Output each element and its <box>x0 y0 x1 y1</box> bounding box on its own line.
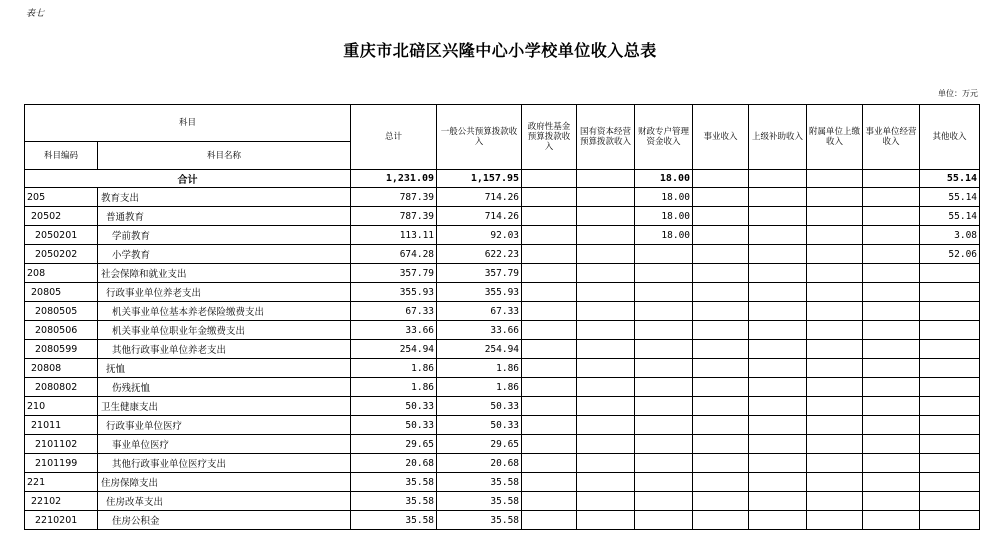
amount-cell <box>522 378 577 397</box>
amount-cell <box>920 492 980 511</box>
amount-cell: 787.39 <box>351 207 437 226</box>
amount-cell <box>522 454 577 473</box>
amount-cell: 55.14 <box>920 188 980 207</box>
amount-cell <box>522 511 577 530</box>
amount-cell <box>749 492 807 511</box>
amount-cell: 67.33 <box>437 302 522 321</box>
amount-cell <box>577 321 635 340</box>
amount-cell <box>749 302 807 321</box>
amount-cell <box>577 245 635 264</box>
header-col-general-budget: 一般公共预算拨款收入 <box>437 105 522 170</box>
amount-cell <box>522 359 577 378</box>
amount-cell <box>807 188 863 207</box>
amount-cell <box>920 397 980 416</box>
amount-cell <box>522 397 577 416</box>
amount-cell: 50.33 <box>437 397 522 416</box>
amount-cell <box>920 321 980 340</box>
amount-cell <box>749 511 807 530</box>
subject-code-cell: 2080505 <box>25 302 98 321</box>
amount-cell <box>693 473 749 492</box>
amount-cell <box>807 226 863 245</box>
amount-cell <box>807 321 863 340</box>
amount-cell: 3.08 <box>920 226 980 245</box>
amount-cell <box>749 283 807 302</box>
amount-cell <box>693 511 749 530</box>
header-subject-code: 科目编码 <box>25 142 98 170</box>
subject-name-cell: 学前教育 <box>98 226 351 245</box>
amount-cell <box>635 454 693 473</box>
header-col-operating-income: 事业单位经营收入 <box>863 105 920 170</box>
amount-cell <box>749 226 807 245</box>
table-row <box>25 492 980 511</box>
amount-cell <box>863 226 920 245</box>
table-row <box>25 511 980 530</box>
amount-cell <box>920 378 980 397</box>
amount-cell <box>920 340 980 359</box>
amount-cell <box>577 340 635 359</box>
amount-cell <box>635 321 693 340</box>
amount-cell: 55.14 <box>920 207 980 226</box>
subject-code-cell: 2101199 <box>25 454 98 473</box>
table-row <box>25 340 980 359</box>
amount-cell: 355.93 <box>437 283 522 302</box>
amount-cell <box>522 435 577 454</box>
subject-code-cell: 20808 <box>25 359 98 378</box>
amount-cell: 18.00 <box>635 226 693 245</box>
amount-cell: 67.33 <box>351 302 437 321</box>
total-value <box>749 170 807 188</box>
subject-name-cell: 行政事业单位养老支出 <box>98 283 351 302</box>
header-col-affiliate-remit: 附属单位上缴收入 <box>807 105 863 170</box>
subject-code-cell: 2050202 <box>25 245 98 264</box>
amount-cell: 787.39 <box>351 188 437 207</box>
subject-code-cell: 205 <box>25 188 98 207</box>
subject-code-cell: 2080506 <box>25 321 98 340</box>
total-value: 18.00 <box>635 170 693 188</box>
amount-cell: 1.86 <box>351 359 437 378</box>
amount-cell <box>577 188 635 207</box>
subject-code-cell: 20805 <box>25 283 98 302</box>
amount-cell <box>577 492 635 511</box>
amount-cell <box>807 473 863 492</box>
subject-code-cell: 22102 <box>25 492 98 511</box>
amount-cell <box>807 283 863 302</box>
subject-name-cell: 行政事业单位医疗 <box>98 416 351 435</box>
amount-cell <box>635 245 693 264</box>
table-number: 表七 <box>26 9 45 19</box>
amount-cell <box>749 416 807 435</box>
amount-cell: 20.68 <box>437 454 522 473</box>
amount-cell <box>577 378 635 397</box>
amount-cell <box>635 359 693 378</box>
subject-code-cell: 208 <box>25 264 98 283</box>
amount-cell <box>693 245 749 264</box>
header-col-total: 总计 <box>351 105 437 170</box>
total-value: 1,157.95 <box>437 170 522 188</box>
table-row <box>25 321 980 340</box>
amount-cell <box>577 511 635 530</box>
amount-cell <box>635 302 693 321</box>
amount-cell: 35.58 <box>437 492 522 511</box>
amount-cell <box>863 245 920 264</box>
amount-cell <box>863 283 920 302</box>
amount-cell <box>635 511 693 530</box>
amount-cell <box>577 473 635 492</box>
header-col-state-capital: 国有资本经营预算拨款收入 <box>577 105 635 170</box>
table-row <box>25 378 980 397</box>
amount-cell <box>863 473 920 492</box>
amount-cell <box>693 188 749 207</box>
amount-cell <box>635 283 693 302</box>
amount-cell <box>807 492 863 511</box>
amount-cell <box>749 188 807 207</box>
amount-cell <box>920 473 980 492</box>
amount-cell: 254.94 <box>351 340 437 359</box>
header-col-gov-fund: 政府性基金预算拨款收入 <box>522 105 577 170</box>
amount-cell <box>749 435 807 454</box>
total-value <box>863 170 920 188</box>
amount-cell: 20.68 <box>351 454 437 473</box>
subject-name-cell: 机关事业单位基本养老保险缴费支出 <box>98 302 351 321</box>
amount-cell <box>693 435 749 454</box>
amount-cell: 355.93 <box>351 283 437 302</box>
amount-cell <box>920 511 980 530</box>
subject-name-cell: 小学教育 <box>98 245 351 264</box>
amount-cell <box>863 511 920 530</box>
header-subject: 科目 <box>25 105 351 142</box>
amount-cell <box>807 302 863 321</box>
amount-cell <box>863 397 920 416</box>
amount-cell <box>635 473 693 492</box>
total-label: 合计 <box>25 170 351 188</box>
amount-cell: 254.94 <box>437 340 522 359</box>
amount-cell <box>635 397 693 416</box>
header-col-other-income: 其他收入 <box>920 105 980 170</box>
total-value <box>577 170 635 188</box>
amount-cell <box>693 378 749 397</box>
amount-cell <box>577 359 635 378</box>
amount-cell <box>863 416 920 435</box>
amount-cell <box>635 378 693 397</box>
amount-cell <box>577 435 635 454</box>
amount-cell <box>522 207 577 226</box>
amount-cell <box>749 340 807 359</box>
amount-cell <box>635 264 693 283</box>
amount-cell <box>693 492 749 511</box>
amount-cell <box>577 454 635 473</box>
amount-cell <box>863 492 920 511</box>
amount-cell <box>577 302 635 321</box>
table-row <box>25 302 980 321</box>
subject-name-cell: 普通教育 <box>98 207 351 226</box>
amount-cell <box>522 473 577 492</box>
amount-cell <box>749 245 807 264</box>
amount-cell <box>920 416 980 435</box>
amount-cell <box>749 454 807 473</box>
table-row <box>25 264 980 283</box>
amount-cell: 33.66 <box>351 321 437 340</box>
amount-cell <box>920 454 980 473</box>
amount-cell <box>749 321 807 340</box>
amount-cell <box>863 340 920 359</box>
amount-cell <box>807 264 863 283</box>
amount-cell <box>693 454 749 473</box>
amount-cell <box>807 435 863 454</box>
page-title: 重庆市北碚区兴隆中心小学校单位收入总表 <box>343 41 657 60</box>
amount-cell <box>920 283 980 302</box>
table-row <box>25 454 980 473</box>
table-row <box>25 245 980 264</box>
amount-cell: 18.00 <box>635 207 693 226</box>
subject-name-cell: 其他行政事业单位医疗支出 <box>98 454 351 473</box>
table-row <box>25 435 980 454</box>
amount-cell <box>863 359 920 378</box>
total-value <box>522 170 577 188</box>
subject-code-cell: 221 <box>25 473 98 492</box>
amount-cell <box>522 492 577 511</box>
total-value: 55.14 <box>920 170 980 188</box>
amount-cell <box>693 416 749 435</box>
amount-cell <box>522 340 577 359</box>
amount-cell: 714.26 <box>437 207 522 226</box>
header-col-superior-subsidy: 上级补助收入 <box>749 105 807 170</box>
amount-cell <box>863 321 920 340</box>
total-value: 1,231.09 <box>351 170 437 188</box>
amount-cell <box>807 245 863 264</box>
amount-cell: 674.28 <box>351 245 437 264</box>
subject-code-cell: 2050201 <box>25 226 98 245</box>
subject-code-cell: 2080599 <box>25 340 98 359</box>
subject-name-cell: 教育支出 <box>98 188 351 207</box>
amount-cell <box>920 302 980 321</box>
amount-cell <box>635 340 693 359</box>
amount-cell <box>522 226 577 245</box>
amount-cell: 357.79 <box>351 264 437 283</box>
subject-code-cell: 2210201 <box>25 511 98 530</box>
amount-cell <box>807 207 863 226</box>
amount-cell <box>522 245 577 264</box>
amount-cell <box>863 188 920 207</box>
amount-cell <box>920 264 980 283</box>
header-col-fiscal-account: 财政专户管理资金收入 <box>635 105 693 170</box>
subject-code-cell: 2101102 <box>25 435 98 454</box>
amount-cell <box>693 283 749 302</box>
subject-name-cell: 住房保障支出 <box>98 473 351 492</box>
subject-name-cell: 伤残抚恤 <box>98 378 351 397</box>
amount-cell: 35.58 <box>351 511 437 530</box>
amount-cell <box>749 397 807 416</box>
amount-cell <box>577 416 635 435</box>
amount-cell <box>522 264 577 283</box>
table-row <box>25 359 980 378</box>
table-row <box>25 188 980 207</box>
subject-name-cell: 住房公积金 <box>98 511 351 530</box>
subject-code-cell: 2080802 <box>25 378 98 397</box>
amount-cell <box>693 226 749 245</box>
amount-cell <box>920 435 980 454</box>
amount-cell <box>807 397 863 416</box>
amount-cell <box>577 226 635 245</box>
amount-cell: 52.06 <box>920 245 980 264</box>
amount-cell <box>577 397 635 416</box>
amount-cell: 1.86 <box>351 378 437 397</box>
amount-cell <box>693 207 749 226</box>
header-col-business-income: 事业收入 <box>693 105 749 170</box>
amount-cell <box>920 359 980 378</box>
amount-cell <box>863 302 920 321</box>
amount-cell <box>635 492 693 511</box>
subject-name-cell: 机关事业单位职业年金缴费支出 <box>98 321 351 340</box>
total-value <box>807 170 863 188</box>
amount-cell <box>807 454 863 473</box>
amount-cell: 92.03 <box>437 226 522 245</box>
header-subject-name: 科目名称 <box>98 142 351 170</box>
amount-cell <box>693 264 749 283</box>
amount-cell <box>693 397 749 416</box>
amount-cell <box>807 359 863 378</box>
amount-cell <box>749 473 807 492</box>
amount-cell <box>749 359 807 378</box>
amount-cell <box>749 207 807 226</box>
subject-code-cell: 20502 <box>25 207 98 226</box>
amount-cell <box>577 207 635 226</box>
amount-cell <box>522 321 577 340</box>
amount-cell <box>522 283 577 302</box>
subject-name-cell: 其他行政事业单位养老支出 <box>98 340 351 359</box>
amount-cell <box>807 340 863 359</box>
table-row <box>25 207 980 226</box>
table-row <box>25 416 980 435</box>
amount-cell: 622.23 <box>437 245 522 264</box>
amount-cell <box>635 416 693 435</box>
income-summary-table <box>24 104 980 530</box>
amount-cell <box>693 302 749 321</box>
amount-cell <box>863 435 920 454</box>
amount-cell: 29.65 <box>351 435 437 454</box>
amount-cell <box>749 264 807 283</box>
amount-cell <box>863 264 920 283</box>
amount-cell <box>693 321 749 340</box>
amount-cell <box>807 378 863 397</box>
amount-cell: 113.11 <box>351 226 437 245</box>
amount-cell <box>635 435 693 454</box>
subject-name-cell: 社会保障和就业支出 <box>98 264 351 283</box>
amount-cell: 50.33 <box>437 416 522 435</box>
unit-label: 单位：万元 <box>938 89 978 98</box>
amount-cell: 29.65 <box>437 435 522 454</box>
amount-cell: 50.33 <box>351 397 437 416</box>
amount-cell <box>807 511 863 530</box>
amount-cell: 35.58 <box>437 511 522 530</box>
table-row <box>25 283 980 302</box>
amount-cell <box>749 378 807 397</box>
amount-cell: 18.00 <box>635 188 693 207</box>
subject-name-cell: 抚恤 <box>98 359 351 378</box>
amount-cell: 35.58 <box>351 473 437 492</box>
amount-cell: 35.58 <box>351 492 437 511</box>
amount-cell <box>693 359 749 378</box>
amount-cell: 33.66 <box>437 321 522 340</box>
subject-code-cell: 21011 <box>25 416 98 435</box>
amount-cell <box>807 416 863 435</box>
amount-cell <box>863 454 920 473</box>
amount-cell: 50.33 <box>351 416 437 435</box>
amount-cell: 714.26 <box>437 188 522 207</box>
amount-cell: 1.86 <box>437 378 522 397</box>
amount-cell: 357.79 <box>437 264 522 283</box>
subject-name-cell: 卫生健康支出 <box>98 397 351 416</box>
table-row <box>25 473 980 492</box>
total-value <box>693 170 749 188</box>
amount-cell <box>522 416 577 435</box>
amount-cell <box>522 188 577 207</box>
amount-cell <box>863 378 920 397</box>
table-row <box>25 397 980 416</box>
amount-cell <box>522 302 577 321</box>
amount-cell <box>577 264 635 283</box>
amount-cell <box>693 340 749 359</box>
amount-cell <box>863 207 920 226</box>
table-row <box>25 226 980 245</box>
total-row <box>25 170 980 188</box>
amount-cell: 1.86 <box>437 359 522 378</box>
subject-code-cell: 210 <box>25 397 98 416</box>
subject-name-cell: 住房改革支出 <box>98 492 351 511</box>
amount-cell: 35.58 <box>437 473 522 492</box>
subject-name-cell: 事业单位医疗 <box>98 435 351 454</box>
amount-cell <box>577 283 635 302</box>
